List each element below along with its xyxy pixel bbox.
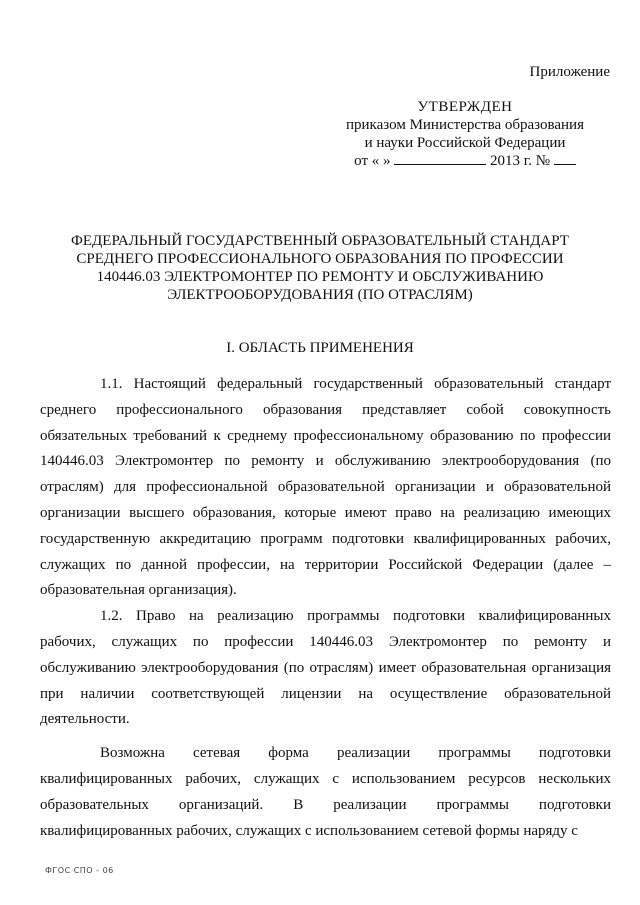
approval-date-year: 2013 г. № [490,153,551,169]
standard-title-line: 140446.03 ЭЛЕКТРОМОНТЕР ПО РЕМОНТУ И ОБСЛУЖИВАНИЮ [96,269,544,285]
approval-line-federation: и науки Российской Федерации [364,135,566,151]
number-blank [554,152,576,165]
date-blank [394,152,486,165]
approval-title: УТВЕРЖДЕН [417,99,513,115]
paragraph-network-form: Возможна сетевая форма реализации программы подготовки квалифицированных рабочих, служащих с использованием ресурсов нескольких образовательных организаций. В реализации программы подготовки квалифицированных рабочих, служащих с использованием сетевой формы наряду с [40,745,611,839]
approval-date-prefix: от « » [354,153,391,169]
standard-title [40,232,600,304]
footer-code: ФГОС СПО - 06 [45,866,114,875]
paragraph-1-2: 1.2. Право на реализацию программы подготовки квалифицированных рабочих, служащих по профессии 140446.03 Электромонтер по ремонту и обслуживанию электрооборудования (по отраслям) имеет образовательная организация при наличии соответствующей лицензии на осуществление образовательной деятельности. [40,608,611,728]
standard-title-line: ЭЛЕКТРООБОРУДОВАНИЯ (ПО ОТРАСЛЯМ) [167,287,473,303]
appendix-label: Приложение [529,64,610,80]
standard-title-line: СРЕДНЕГО ПРОФЕССИОНАЛЬНОГО ОБРАЗОВАНИЯ ПО ПРОФЕССИИ [76,251,564,267]
approval-line-ministry: приказом Министерства образования [346,117,584,133]
approval-date-line [330,152,600,170]
approval-block [330,98,600,170]
body-text [40,372,611,844]
section-heading: I. ОБЛАСТЬ ПРИМЕНЕНИЯ [226,340,414,356]
standard-title-line: ФЕДЕРАЛЬНЫЙ ГОСУДАРСТВЕННЫЙ ОБРАЗОВАТЕЛЬНЫЙ СТАНДАРТ [71,233,569,249]
paragraph-1-1: 1.1. Настоящий федеральный государственный образовательный стандарт среднего профессионального образования представляет собой совокупность обязательных требований к среднему профессиональному образованию по профессии 140446.03 Электромонтер по ремонту и обслуживанию электрооборудования (по отраслям) для профессиональной образовательной организации и образовательной организации высшего образования, которые имеют право на реализацию имеющих государственную аккредитацию программ подготовки квалифицированных рабочих, служащих по данной профессии, на территории Российской Федерации (далее – образовательная организация). [40,376,611,599]
